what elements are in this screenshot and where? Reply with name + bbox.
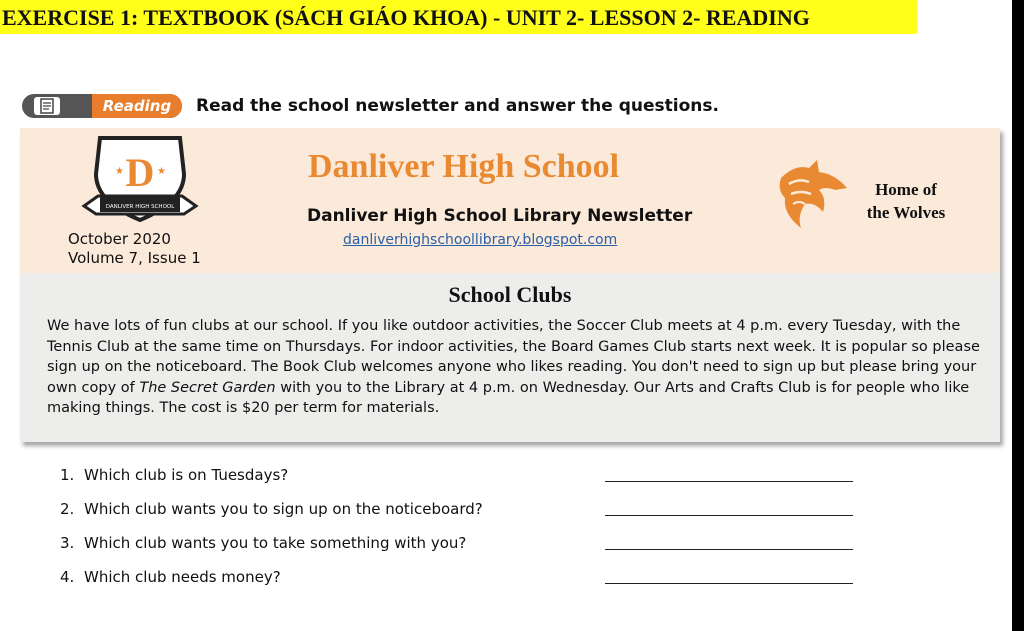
clubs-text-part1: We have lots of fun clubs at our school. If you like outdoor activities, the Soccer Club meets at 4 p.m. every Tuesday, with the Tennis Club at the same time on Thursdays. For indoor activities, the Board Games Club starts next week. It is popular so please sign up on the noticeboard. The Book Club welcomes anyone who likes reading. You don't need to sign up but please bring your own copy of: [47, 318, 980, 396]
home-of-line2: the Wolves: [866, 203, 946, 222]
star-icon: ★: [115, 166, 124, 177]
star-icon: ★: [157, 166, 166, 177]
question-text: Which club wants you to sign up on the noticeboard?: [84, 500, 483, 518]
question-list: [60, 463, 860, 599]
question-number: 2.: [60, 500, 75, 518]
clubs-text-part2: with you to the Library at 4 p.m. on Wednesday. Our Arts and Crafts Club is for people who like making things. The cost is $20 per term for materials.: [47, 379, 970, 416]
question-text: Which club wants you to take something with you?: [84, 534, 467, 552]
question-item: [60, 565, 860, 599]
document-icon: [28, 96, 66, 116]
clubs-heading: School Clubs: [448, 282, 572, 307]
answer-blank[interactable]: [605, 549, 853, 550]
issue-info: [68, 230, 201, 268]
newsletter-url-link[interactable]: danliverhighschoollibrary.blogspot.com: [343, 232, 618, 248]
question-item: [60, 463, 860, 497]
right-edge-bar: [1012, 0, 1024, 631]
question-item: [60, 497, 860, 531]
clubs-article: [47, 316, 992, 419]
answer-blank[interactable]: [605, 583, 853, 584]
newsletter-title: Danliver High School Library Newsletter: [307, 206, 693, 226]
wolf-logo-icon: [775, 158, 855, 230]
newsletter-panel: [20, 128, 1000, 442]
answer-blank[interactable]: [605, 481, 853, 482]
shield-letter: D: [125, 150, 155, 195]
home-of-wolves: [846, 178, 966, 224]
instruction-text: Read the school newsletter and answer the questions.: [196, 96, 719, 116]
question-number: 4.: [60, 568, 75, 586]
issue-volume: Volume 7, Issue 1: [68, 249, 201, 267]
school-name: Danliver High School: [308, 148, 620, 185]
question-text: Which club needs money?: [84, 568, 281, 586]
issue-date: October 2020: [68, 230, 171, 248]
answer-blank[interactable]: [605, 515, 853, 516]
question-item: [60, 531, 860, 565]
exercise-title: EXERCISE 1: TEXTBOOK (SÁCH GIÁO KHOA) - UNIT 2- LESSON 2- READING: [0, 0, 917, 34]
school-shield-logo: [80, 134, 200, 229]
question-number: 3.: [60, 534, 75, 552]
reading-label: Reading: [92, 94, 182, 118]
question-number: 1.: [60, 466, 75, 484]
question-text: Which club is on Tuesdays?: [84, 466, 289, 484]
shield-ribbon-text: DANLIVER HIGH SCHOOL: [105, 204, 175, 210]
newsletter-header: [20, 128, 1000, 273]
reading-section-tag: [22, 94, 182, 118]
home-of-line1: Home of: [875, 180, 937, 199]
book-title: The Secret Garden: [139, 379, 276, 396]
